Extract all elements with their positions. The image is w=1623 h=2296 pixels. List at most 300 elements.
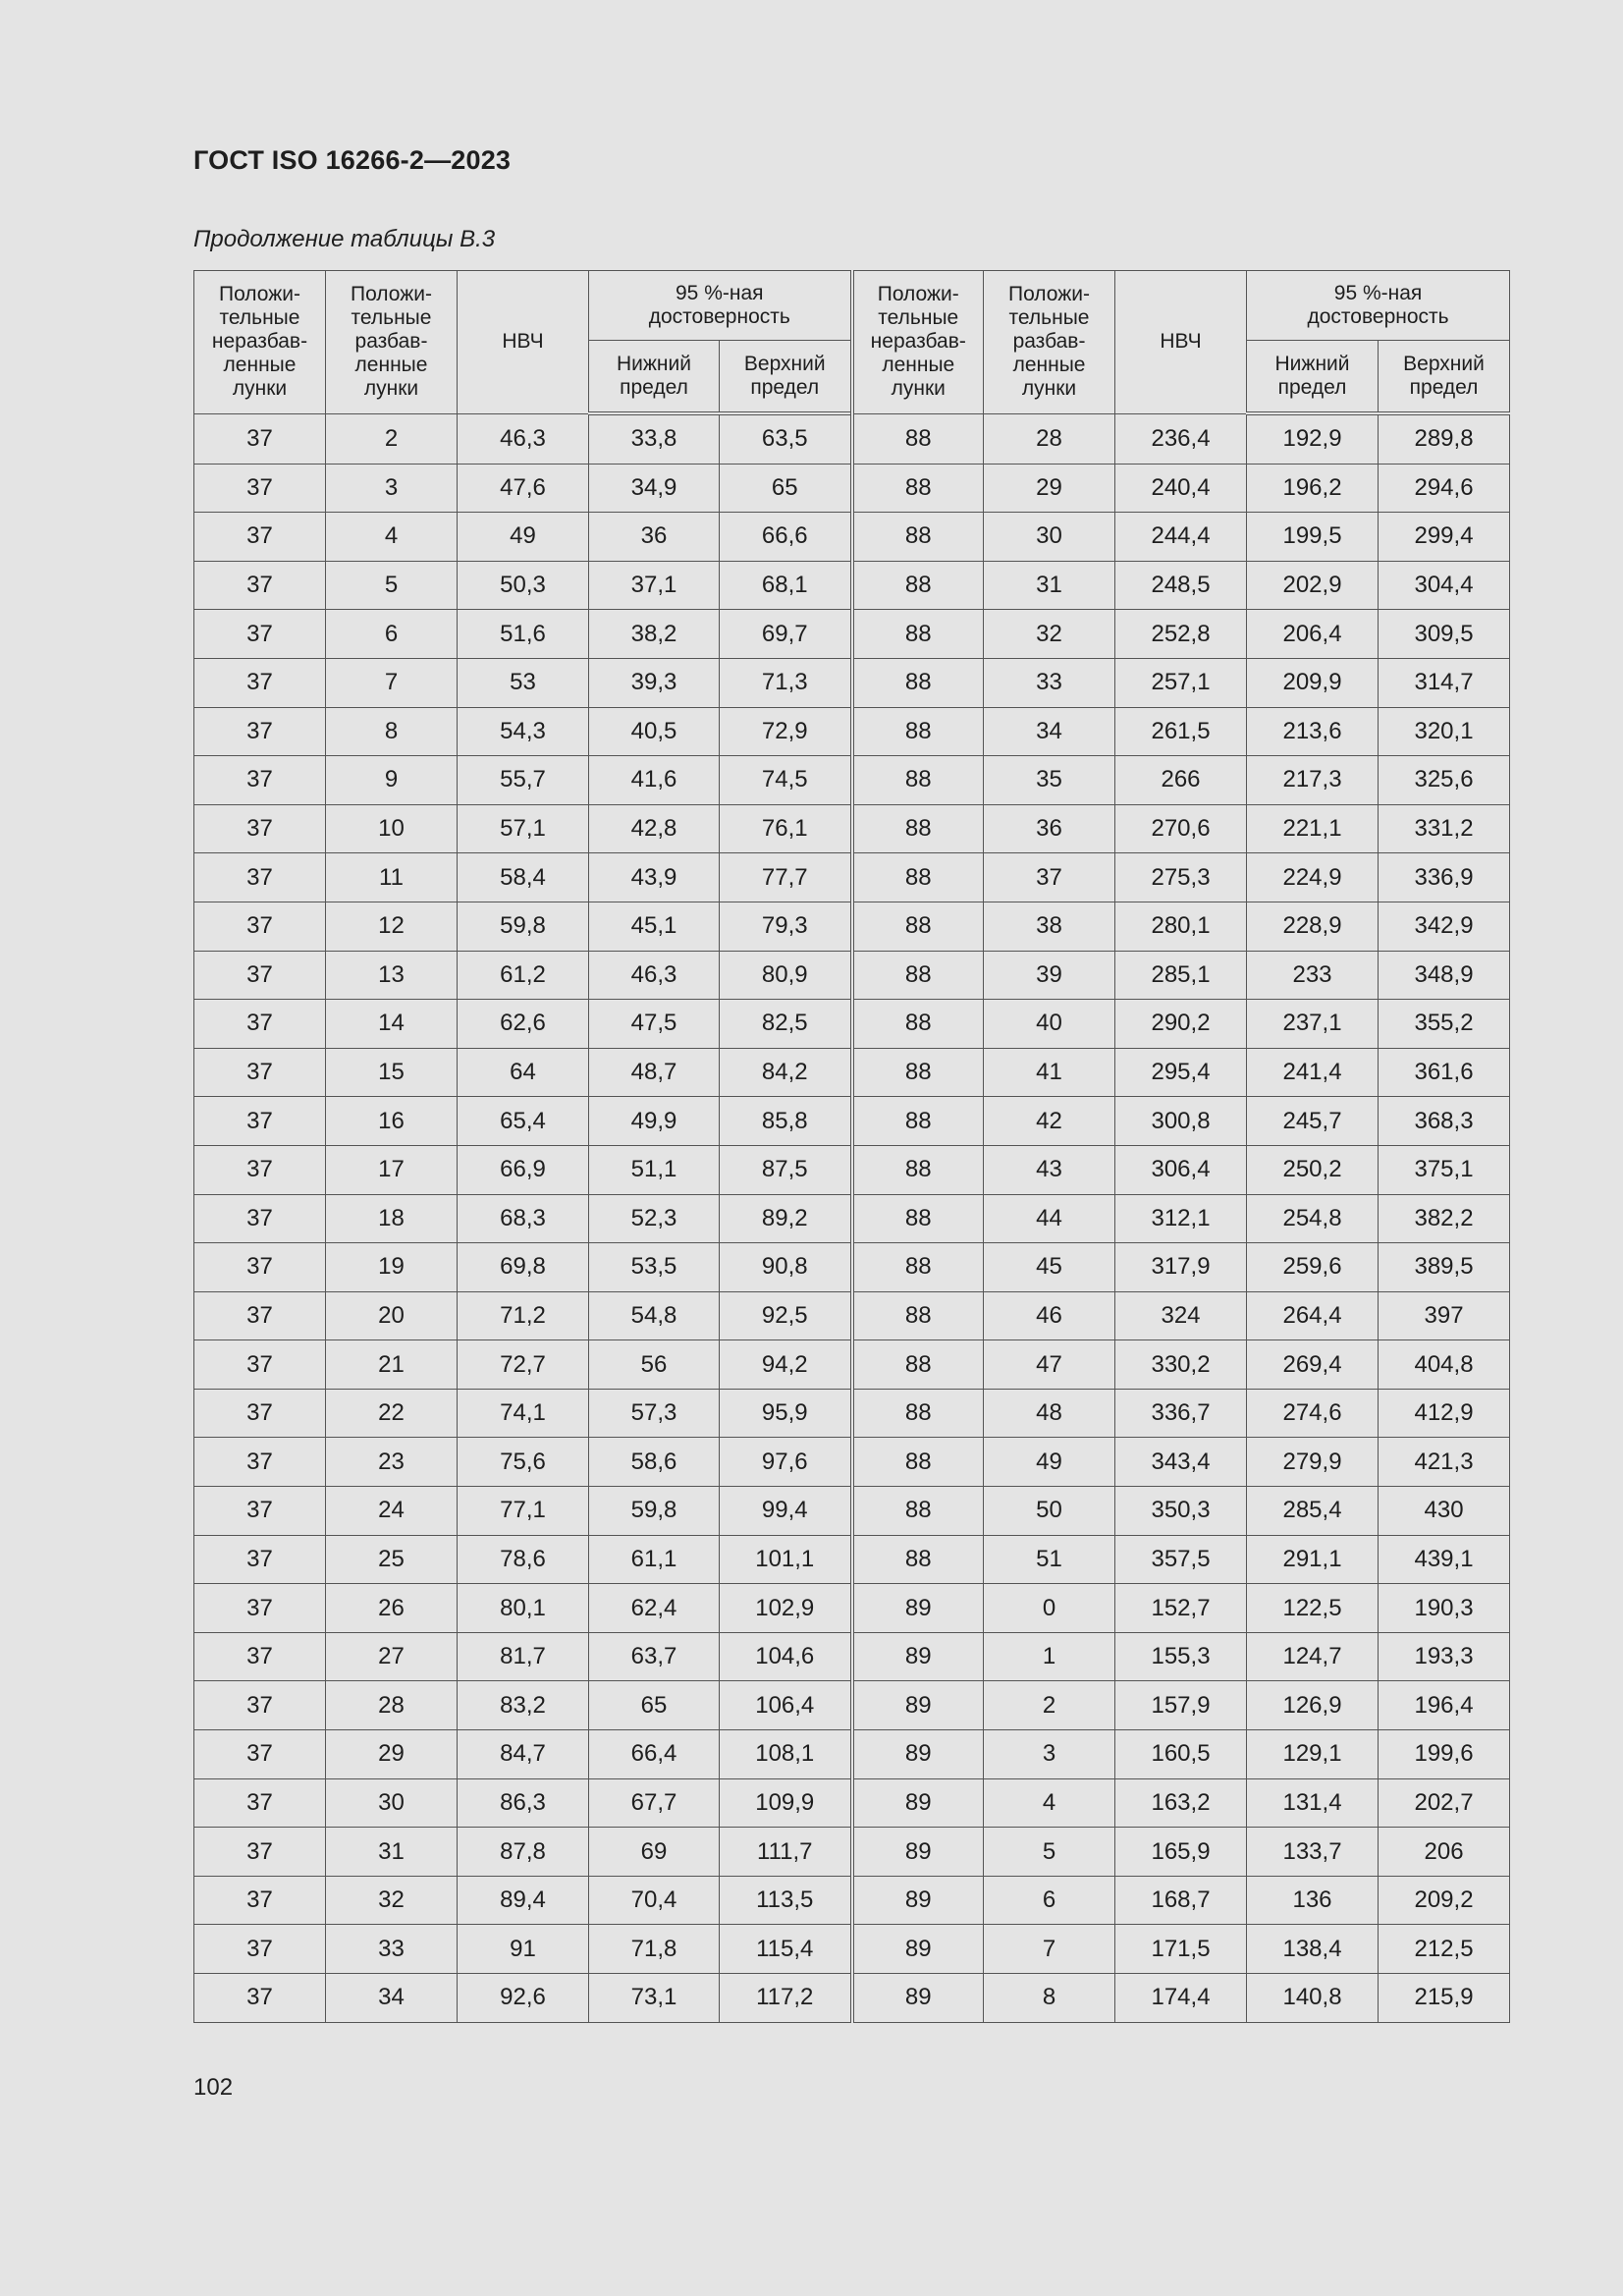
- cell-lower-limit: 140,8: [1247, 1974, 1379, 2023]
- cell-mpn: 270,6: [1115, 804, 1247, 853]
- cell-positive-undiluted: 88: [852, 1389, 984, 1438]
- table-row: [194, 1000, 1510, 1049]
- table-row: [194, 1925, 1510, 1974]
- cell-mpn: 163,2: [1115, 1778, 1247, 1828]
- cell-upper-limit: 304,4: [1379, 561, 1510, 610]
- cell-positive-undiluted: 89: [852, 1681, 984, 1730]
- cell-mpn: 86,3: [458, 1778, 589, 1828]
- cell-upper-limit: 199,6: [1379, 1730, 1510, 1779]
- cell-lower-limit: 40,5: [589, 707, 720, 756]
- cell-lower-limit: 42,8: [589, 804, 720, 853]
- cell-positive-diluted: 35: [984, 756, 1115, 805]
- cell-mpn: 68,3: [458, 1194, 589, 1243]
- cell-upper-limit: 375,1: [1379, 1145, 1510, 1194]
- cell-lower-limit: 199,5: [1247, 513, 1379, 562]
- table-row: [194, 464, 1510, 513]
- cell-mpn: 317,9: [1115, 1243, 1247, 1292]
- header-upper-limit: Верхний предел: [720, 341, 852, 414]
- cell-upper-limit: 289,8: [1379, 413, 1510, 464]
- cell-mpn: 87,8: [458, 1828, 589, 1877]
- table-caption: Продолжение таблицы В.3: [193, 226, 496, 252]
- cell-upper-limit: 68,1: [720, 561, 852, 610]
- cell-lower-limit: 254,8: [1247, 1194, 1379, 1243]
- cell-mpn: 152,7: [1115, 1584, 1247, 1633]
- cell-positive-undiluted: 88: [852, 1145, 984, 1194]
- cell-upper-limit: 314,7: [1379, 658, 1510, 707]
- cell-lower-limit: 129,1: [1247, 1730, 1379, 1779]
- cell-mpn: 59,8: [458, 902, 589, 951]
- cell-positive-undiluted: 37: [194, 413, 326, 464]
- cell-positive-diluted: 17: [326, 1145, 458, 1194]
- page-number: 102: [193, 2074, 234, 2101]
- cell-lower-limit: 70,4: [589, 1876, 720, 1925]
- cell-positive-diluted: 30: [984, 513, 1115, 562]
- cell-positive-diluted: 3: [326, 464, 458, 513]
- cell-lower-limit: 57,3: [589, 1389, 720, 1438]
- cell-mpn: 61,2: [458, 951, 589, 1000]
- cell-positive-undiluted: 88: [852, 902, 984, 951]
- cell-upper-limit: 325,6: [1379, 756, 1510, 805]
- cell-lower-limit: 54,8: [589, 1291, 720, 1340]
- table-row: [194, 1243, 1510, 1292]
- cell-positive-diluted: 4: [984, 1778, 1115, 1828]
- cell-positive-diluted: 32: [984, 610, 1115, 659]
- cell-lower-limit: 126,9: [1247, 1681, 1379, 1730]
- cell-upper-limit: 336,9: [1379, 853, 1510, 902]
- cell-mpn: 285,1: [1115, 951, 1247, 1000]
- cell-upper-limit: 117,2: [720, 1974, 852, 2023]
- cell-positive-diluted: 16: [326, 1097, 458, 1146]
- cell-lower-limit: 206,4: [1247, 610, 1379, 659]
- cell-positive-diluted: 26: [326, 1584, 458, 1633]
- cell-upper-limit: 85,8: [720, 1097, 852, 1146]
- cell-positive-undiluted: 37: [194, 707, 326, 756]
- cell-upper-limit: 348,9: [1379, 951, 1510, 1000]
- cell-lower-limit: 58,6: [589, 1438, 720, 1487]
- table-row: [194, 513, 1510, 562]
- cell-lower-limit: 285,4: [1247, 1487, 1379, 1536]
- cell-upper-limit: 71,3: [720, 658, 852, 707]
- header-upper-limit: Верхний предел: [1379, 341, 1510, 414]
- cell-upper-limit: 115,4: [720, 1925, 852, 1974]
- cell-upper-limit: 77,7: [720, 853, 852, 902]
- cell-mpn: 69,8: [458, 1243, 589, 1292]
- cell-positive-undiluted: 37: [194, 1291, 326, 1340]
- cell-positive-diluted: 1: [984, 1632, 1115, 1681]
- cell-positive-diluted: 33: [984, 658, 1115, 707]
- cell-positive-undiluted: 89: [852, 1730, 984, 1779]
- cell-positive-undiluted: 37: [194, 804, 326, 853]
- table-row: [194, 1438, 1510, 1487]
- cell-upper-limit: 69,7: [720, 610, 852, 659]
- cell-lower-limit: 291,1: [1247, 1535, 1379, 1584]
- table-row: [194, 1389, 1510, 1438]
- cell-positive-diluted: 2: [984, 1681, 1115, 1730]
- cell-positive-diluted: 44: [984, 1194, 1115, 1243]
- cell-upper-limit: 382,2: [1379, 1194, 1510, 1243]
- cell-positive-diluted: 29: [326, 1730, 458, 1779]
- table-row: [194, 1876, 1510, 1925]
- cell-mpn: 74,1: [458, 1389, 589, 1438]
- cell-lower-limit: 221,1: [1247, 804, 1379, 853]
- cell-positive-diluted: 28: [326, 1681, 458, 1730]
- cell-lower-limit: 259,6: [1247, 1243, 1379, 1292]
- cell-lower-limit: 56: [589, 1340, 720, 1390]
- cell-mpn: 80,1: [458, 1584, 589, 1633]
- cell-mpn: 290,2: [1115, 1000, 1247, 1049]
- cell-lower-limit: 241,4: [1247, 1048, 1379, 1097]
- table-row: [194, 951, 1510, 1000]
- cell-positive-diluted: 24: [326, 1487, 458, 1536]
- table-row: [194, 561, 1510, 610]
- cell-mpn: 240,4: [1115, 464, 1247, 513]
- cell-lower-limit: 71,8: [589, 1925, 720, 1974]
- cell-positive-undiluted: 88: [852, 1535, 984, 1584]
- cell-mpn: 357,5: [1115, 1535, 1247, 1584]
- cell-positive-undiluted: 37: [194, 1340, 326, 1390]
- cell-positive-undiluted: 37: [194, 1730, 326, 1779]
- cell-upper-limit: 76,1: [720, 804, 852, 853]
- cell-positive-diluted: 36: [984, 804, 1115, 853]
- table-row: [194, 707, 1510, 756]
- cell-positive-diluted: 4: [326, 513, 458, 562]
- cell-positive-diluted: 2: [326, 413, 458, 464]
- table-row: [194, 902, 1510, 951]
- cell-mpn: 58,4: [458, 853, 589, 902]
- cell-positive-undiluted: 37: [194, 1876, 326, 1925]
- cell-positive-undiluted: 37: [194, 1681, 326, 1730]
- cell-lower-limit: 65: [589, 1681, 720, 1730]
- cell-mpn: 77,1: [458, 1487, 589, 1536]
- table-row: [194, 1487, 1510, 1536]
- cell-lower-limit: 34,9: [589, 464, 720, 513]
- cell-upper-limit: 209,2: [1379, 1876, 1510, 1925]
- cell-positive-diluted: 31: [326, 1828, 458, 1877]
- cell-positive-undiluted: 89: [852, 1584, 984, 1633]
- cell-lower-limit: 209,9: [1247, 658, 1379, 707]
- cell-mpn: 350,3: [1115, 1487, 1247, 1536]
- cell-upper-limit: 368,3: [1379, 1097, 1510, 1146]
- cell-lower-limit: 61,1: [589, 1535, 720, 1584]
- cell-upper-limit: 99,4: [720, 1487, 852, 1536]
- cell-positive-undiluted: 37: [194, 853, 326, 902]
- table-row: [194, 1048, 1510, 1097]
- cell-positive-undiluted: 88: [852, 413, 984, 464]
- cell-lower-limit: 41,6: [589, 756, 720, 805]
- cell-lower-limit: 46,3: [589, 951, 720, 1000]
- cell-positive-diluted: 7: [326, 658, 458, 707]
- table-row: [194, 1097, 1510, 1146]
- cell-positive-diluted: 31: [984, 561, 1115, 610]
- cell-positive-diluted: 12: [326, 902, 458, 951]
- cell-lower-limit: 43,9: [589, 853, 720, 902]
- cell-positive-undiluted: 37: [194, 1487, 326, 1536]
- cell-positive-undiluted: 89: [852, 1925, 984, 1974]
- cell-positive-undiluted: 88: [852, 561, 984, 610]
- cell-lower-limit: 224,9: [1247, 853, 1379, 902]
- cell-lower-limit: 53,5: [589, 1243, 720, 1292]
- table-row: [194, 1730, 1510, 1779]
- cell-upper-limit: 439,1: [1379, 1535, 1510, 1584]
- cell-upper-limit: 74,5: [720, 756, 852, 805]
- cell-upper-limit: 190,3: [1379, 1584, 1510, 1633]
- cell-lower-limit: 133,7: [1247, 1828, 1379, 1877]
- table-body: [194, 413, 1510, 2022]
- cell-positive-undiluted: 37: [194, 1974, 326, 2023]
- cell-mpn: 252,8: [1115, 610, 1247, 659]
- cell-lower-limit: 45,1: [589, 902, 720, 951]
- header-positive-undiluted: Положи- тельные неразбав- ленные лунки: [194, 271, 326, 414]
- cell-positive-undiluted: 37: [194, 1243, 326, 1292]
- header-lower-limit: Нижний предел: [589, 341, 720, 414]
- cell-mpn: 306,4: [1115, 1145, 1247, 1194]
- cell-positive-undiluted: 37: [194, 1389, 326, 1438]
- table-row: [194, 1291, 1510, 1340]
- header-positive-diluted: Положи- тельные разбав- ленные лунки: [984, 271, 1115, 414]
- cell-positive-diluted: 29: [984, 464, 1115, 513]
- cell-upper-limit: 342,9: [1379, 902, 1510, 951]
- cell-lower-limit: 47,5: [589, 1000, 720, 1049]
- table-row: [194, 853, 1510, 902]
- cell-positive-diluted: 48: [984, 1389, 1115, 1438]
- cell-lower-limit: 138,4: [1247, 1925, 1379, 1974]
- cell-lower-limit: 122,5: [1247, 1584, 1379, 1633]
- cell-positive-diluted: 34: [326, 1974, 458, 2023]
- cell-upper-limit: 89,2: [720, 1194, 852, 1243]
- cell-upper-limit: 92,5: [720, 1291, 852, 1340]
- cell-positive-undiluted: 37: [194, 1438, 326, 1487]
- cell-upper-limit: 66,6: [720, 513, 852, 562]
- cell-positive-diluted: 13: [326, 951, 458, 1000]
- cell-upper-limit: 206: [1379, 1828, 1510, 1877]
- cell-positive-diluted: 5: [326, 561, 458, 610]
- cell-mpn: 155,3: [1115, 1632, 1247, 1681]
- data-table: [193, 270, 1510, 2023]
- cell-positive-undiluted: 37: [194, 561, 326, 610]
- cell-positive-undiluted: 88: [852, 804, 984, 853]
- cell-positive-undiluted: 37: [194, 1097, 326, 1146]
- cell-mpn: 343,4: [1115, 1438, 1247, 1487]
- cell-upper-limit: 299,4: [1379, 513, 1510, 562]
- cell-positive-undiluted: 37: [194, 1632, 326, 1681]
- cell-positive-diluted: 46: [984, 1291, 1115, 1340]
- cell-lower-limit: 124,7: [1247, 1632, 1379, 1681]
- cell-positive-diluted: 5: [984, 1828, 1115, 1877]
- cell-lower-limit: 63,7: [589, 1632, 720, 1681]
- cell-upper-limit: 430: [1379, 1487, 1510, 1536]
- cell-positive-undiluted: 89: [852, 1828, 984, 1877]
- cell-upper-limit: 101,1: [720, 1535, 852, 1584]
- cell-mpn: 57,1: [458, 804, 589, 853]
- cell-positive-diluted: 28: [984, 413, 1115, 464]
- cell-lower-limit: 196,2: [1247, 464, 1379, 513]
- cell-mpn: 236,4: [1115, 413, 1247, 464]
- cell-lower-limit: 66,4: [589, 1730, 720, 1779]
- cell-upper-limit: 104,6: [720, 1632, 852, 1681]
- cell-upper-limit: 355,2: [1379, 1000, 1510, 1049]
- table-row: [194, 1145, 1510, 1194]
- cell-upper-limit: 84,2: [720, 1048, 852, 1097]
- cell-positive-diluted: 11: [326, 853, 458, 902]
- cell-upper-limit: 94,2: [720, 1340, 852, 1390]
- cell-upper-limit: 87,5: [720, 1145, 852, 1194]
- cell-lower-limit: 39,3: [589, 658, 720, 707]
- cell-positive-diluted: 38: [984, 902, 1115, 951]
- cell-positive-undiluted: 37: [194, 1535, 326, 1584]
- cell-positive-diluted: 34: [984, 707, 1115, 756]
- table-row: [194, 1828, 1510, 1877]
- cell-lower-limit: 131,4: [1247, 1778, 1379, 1828]
- cell-positive-undiluted: 88: [852, 707, 984, 756]
- cell-upper-limit: 108,1: [720, 1730, 852, 1779]
- cell-lower-limit: 237,1: [1247, 1000, 1379, 1049]
- cell-upper-limit: 404,8: [1379, 1340, 1510, 1390]
- cell-positive-undiluted: 37: [194, 1048, 326, 1097]
- cell-mpn: 64: [458, 1048, 589, 1097]
- cell-mpn: 75,6: [458, 1438, 589, 1487]
- cell-positive-diluted: 8: [326, 707, 458, 756]
- cell-mpn: 330,2: [1115, 1340, 1247, 1390]
- cell-upper-limit: 80,9: [720, 951, 852, 1000]
- cell-upper-limit: 90,8: [720, 1243, 852, 1292]
- cell-positive-undiluted: 88: [852, 1097, 984, 1146]
- cell-upper-limit: 65: [720, 464, 852, 513]
- cell-lower-limit: 62,4: [589, 1584, 720, 1633]
- cell-positive-diluted: 0: [984, 1584, 1115, 1633]
- cell-upper-limit: 79,3: [720, 902, 852, 951]
- cell-upper-limit: 72,9: [720, 707, 852, 756]
- cell-positive-diluted: 45: [984, 1243, 1115, 1292]
- cell-positive-diluted: 25: [326, 1535, 458, 1584]
- table-row: [194, 1778, 1510, 1828]
- cell-mpn: 81,7: [458, 1632, 589, 1681]
- cell-lower-limit: 59,8: [589, 1487, 720, 1536]
- cell-lower-limit: 33,8: [589, 413, 720, 464]
- table-row: [194, 413, 1510, 464]
- table-row: [194, 1584, 1510, 1633]
- cell-positive-diluted: 33: [326, 1925, 458, 1974]
- table-row: [194, 1535, 1510, 1584]
- cell-positive-diluted: 23: [326, 1438, 458, 1487]
- cell-positive-diluted: 21: [326, 1340, 458, 1390]
- cell-positive-undiluted: 88: [852, 1487, 984, 1536]
- cell-lower-limit: 136: [1247, 1876, 1379, 1925]
- cell-positive-diluted: 37: [984, 853, 1115, 902]
- cell-mpn: 280,1: [1115, 902, 1247, 951]
- cell-positive-undiluted: 89: [852, 1632, 984, 1681]
- cell-positive-diluted: 50: [984, 1487, 1115, 1536]
- cell-upper-limit: 412,9: [1379, 1389, 1510, 1438]
- cell-positive-diluted: 14: [326, 1000, 458, 1049]
- cell-positive-undiluted: 37: [194, 1145, 326, 1194]
- cell-positive-undiluted: 88: [852, 464, 984, 513]
- cell-upper-limit: 193,3: [1379, 1632, 1510, 1681]
- cell-positive-undiluted: 37: [194, 1828, 326, 1877]
- cell-lower-limit: 37,1: [589, 561, 720, 610]
- cell-mpn: 300,8: [1115, 1097, 1247, 1146]
- cell-mpn: 83,2: [458, 1681, 589, 1730]
- cell-mpn: 168,7: [1115, 1876, 1247, 1925]
- cell-positive-undiluted: 37: [194, 902, 326, 951]
- cell-upper-limit: 421,3: [1379, 1438, 1510, 1487]
- cell-lower-limit: 274,6: [1247, 1389, 1379, 1438]
- cell-mpn: 174,4: [1115, 1974, 1247, 2023]
- cell-upper-limit: 63,5: [720, 413, 852, 464]
- table-row: [194, 1194, 1510, 1243]
- cell-mpn: 47,6: [458, 464, 589, 513]
- cell-upper-limit: 109,9: [720, 1778, 852, 1828]
- cell-lower-limit: 48,7: [589, 1048, 720, 1097]
- cell-lower-limit: 51,1: [589, 1145, 720, 1194]
- cell-mpn: 78,6: [458, 1535, 589, 1584]
- cell-lower-limit: 49,9: [589, 1097, 720, 1146]
- cell-mpn: 46,3: [458, 413, 589, 464]
- cell-positive-undiluted: 88: [852, 853, 984, 902]
- cell-positive-undiluted: 37: [194, 658, 326, 707]
- cell-mpn: 65,4: [458, 1097, 589, 1146]
- cell-positive-undiluted: 89: [852, 1876, 984, 1925]
- cell-lower-limit: 213,6: [1247, 707, 1379, 756]
- cell-lower-limit: 228,9: [1247, 902, 1379, 951]
- cell-positive-diluted: 41: [984, 1048, 1115, 1097]
- cell-upper-limit: 212,5: [1379, 1925, 1510, 1974]
- cell-upper-limit: 320,1: [1379, 707, 1510, 756]
- cell-positive-diluted: 7: [984, 1925, 1115, 1974]
- cell-positive-diluted: 15: [326, 1048, 458, 1097]
- cell-mpn: 248,5: [1115, 561, 1247, 610]
- cell-mpn: 324: [1115, 1291, 1247, 1340]
- cell-positive-diluted: 43: [984, 1145, 1115, 1194]
- cell-upper-limit: 389,5: [1379, 1243, 1510, 1292]
- cell-mpn: 50,3: [458, 561, 589, 610]
- header-positive-diluted: Положи- тельные разбав- ленные лунки: [326, 271, 458, 414]
- cell-upper-limit: 294,6: [1379, 464, 1510, 513]
- cell-positive-undiluted: 37: [194, 464, 326, 513]
- table-row: [194, 1681, 1510, 1730]
- cell-lower-limit: 245,7: [1247, 1097, 1379, 1146]
- cell-positive-undiluted: 89: [852, 1974, 984, 2023]
- cell-mpn: 266: [1115, 756, 1247, 805]
- cell-mpn: 171,5: [1115, 1925, 1247, 1974]
- cell-positive-undiluted: 88: [852, 1048, 984, 1097]
- cell-mpn: 66,9: [458, 1145, 589, 1194]
- cell-mpn: 312,1: [1115, 1194, 1247, 1243]
- cell-positive-diluted: 42: [984, 1097, 1115, 1146]
- cell-upper-limit: 215,9: [1379, 1974, 1510, 2023]
- header-mpn: НВЧ: [458, 271, 589, 414]
- cell-upper-limit: 95,9: [720, 1389, 852, 1438]
- cell-mpn: 54,3: [458, 707, 589, 756]
- table-row: [194, 756, 1510, 805]
- cell-upper-limit: 102,9: [720, 1584, 852, 1633]
- cell-mpn: 72,7: [458, 1340, 589, 1390]
- cell-upper-limit: 97,6: [720, 1438, 852, 1487]
- cell-positive-diluted: 10: [326, 804, 458, 853]
- cell-positive-diluted: 6: [984, 1876, 1115, 1925]
- cell-positive-undiluted: 88: [852, 658, 984, 707]
- cell-positive-undiluted: 88: [852, 513, 984, 562]
- cell-mpn: 336,7: [1115, 1389, 1247, 1438]
- cell-upper-limit: 309,5: [1379, 610, 1510, 659]
- cell-positive-diluted: 49: [984, 1438, 1115, 1487]
- cell-lower-limit: 264,4: [1247, 1291, 1379, 1340]
- cell-mpn: 257,1: [1115, 658, 1247, 707]
- document-title: ГОСТ ISO 16266-2—2023: [193, 145, 512, 175]
- cell-positive-undiluted: 37: [194, 1778, 326, 1828]
- cell-positive-undiluted: 37: [194, 513, 326, 562]
- cell-upper-limit: 106,4: [720, 1681, 852, 1730]
- cell-mpn: 92,6: [458, 1974, 589, 2023]
